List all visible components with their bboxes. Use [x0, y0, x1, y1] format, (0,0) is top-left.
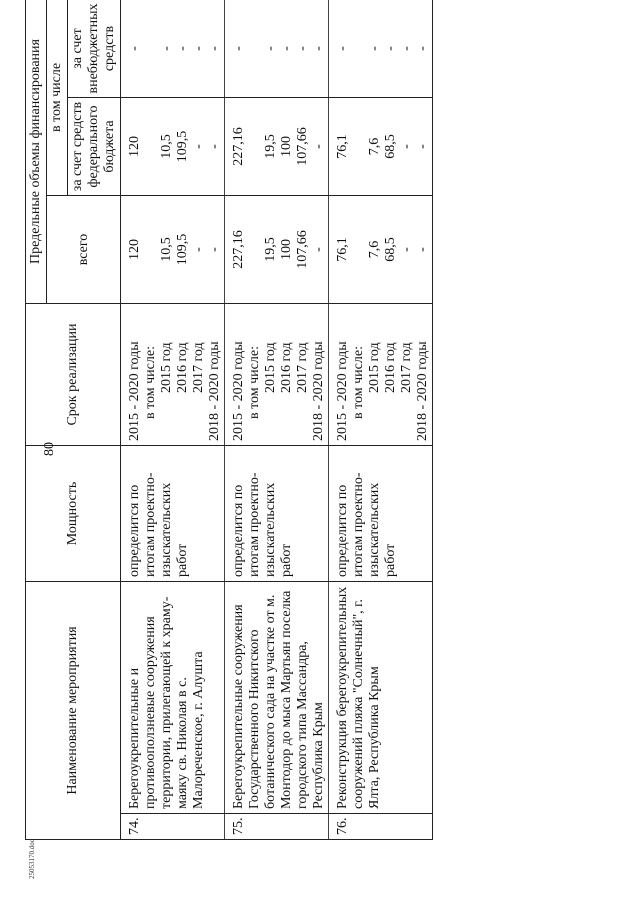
value-line: - [415, 144, 430, 149]
value-line: 100 [279, 136, 294, 157]
total-cell [329, 196, 433, 304]
value-line: - [231, 46, 246, 51]
value-line: 7,6 [367, 137, 382, 156]
value-line [143, 4, 159, 93]
header-capacity: Мощность [26, 446, 121, 582]
term-cell [329, 304, 433, 446]
term-line: 2015 - 2020 годы [335, 341, 350, 441]
value-line: 120 [127, 136, 142, 157]
value-line: 109,5 [175, 130, 190, 163]
value-line: - [191, 46, 206, 51]
value-line: - [191, 144, 206, 149]
value-line: - [335, 46, 350, 51]
term-line: в том числе: [351, 346, 366, 419]
value-line: - [175, 46, 190, 51]
row-number: 75. [225, 814, 329, 840]
measure-name: Реконструкция берегоукрепительных сооружений пляжа "Солнечный", г. Ялта, Республика Крым [329, 582, 433, 814]
header-federal: за счет средств федерального бюджета [68, 98, 121, 196]
table-body [121, 0, 433, 840]
header-limits: Предельные объемы финансирования [26, 0, 47, 304]
value-line: 10,5 [159, 237, 174, 262]
capacity: определится по итогам проектно-изыскательских работ [329, 446, 433, 582]
extrabudget-cell [121, 0, 225, 98]
term-line: 2017 год [191, 342, 206, 393]
value-line: 19,5 [263, 134, 278, 159]
value-line: 227,16 [231, 127, 246, 166]
value-line [247, 102, 263, 191]
term-line: 2015 год [159, 342, 174, 393]
header-total: всего [47, 196, 121, 304]
value-line: 100 [279, 239, 294, 260]
term-line: 2015 год [263, 342, 278, 393]
value-line [143, 200, 159, 299]
header-name: Наименование мероприятия [26, 582, 121, 840]
value-line: - [311, 46, 326, 51]
term-line: 2018 - 2020 годы [415, 341, 430, 441]
value-line: 10,5 [159, 134, 174, 159]
value-line: - [191, 247, 206, 252]
value-line [351, 4, 367, 93]
value-line: 76,1 [335, 237, 350, 262]
value-line: - [383, 46, 398, 51]
term-line: 2017 год [295, 342, 310, 393]
value-line: - [207, 247, 222, 252]
row-number: 74. [121, 814, 225, 840]
term-line: 2016 год [383, 342, 398, 393]
term-line: в том числе: [143, 346, 158, 419]
financing-table [25, 0, 433, 840]
value-line: - [263, 46, 278, 51]
header-including: в том числе [47, 0, 68, 196]
total-cell [121, 196, 225, 304]
value-line: - [207, 46, 222, 51]
value-line: - [127, 46, 142, 51]
header-extrabudget: за счет внебюджетных средств [68, 0, 121, 98]
term-cell [121, 304, 225, 446]
value-line: 68,5 [383, 134, 398, 159]
value-line: 7,6 [367, 240, 382, 259]
value-line: 109,5 [175, 233, 190, 266]
term-line: 2018 - 2020 годы [207, 341, 222, 441]
measure-name: Берегоукрепительные и противооползневые сооружения территории, прилегающей к храму-маяку св. Николая в с. Малореченское, г. Алушта [121, 582, 225, 814]
table-row-76 [329, 0, 433, 840]
value-line: 120 [127, 239, 142, 260]
value-line [351, 102, 367, 191]
value-line: - [399, 46, 414, 51]
row-number: 76. [329, 814, 433, 840]
federal-cell [121, 98, 225, 196]
value-line: - [159, 46, 174, 51]
federal-cell [329, 98, 433, 196]
federal-cell [225, 98, 329, 196]
value-line: - [207, 144, 222, 149]
value-line [351, 200, 367, 299]
extrabudget-cell [225, 0, 329, 98]
term-line: 2018 - 2020 годы [311, 341, 326, 441]
value-line: - [399, 144, 414, 149]
value-line: 68,5 [383, 237, 398, 262]
term-line: 2015 - 2020 годы [127, 341, 142, 441]
value-line: - [279, 46, 294, 51]
value-line [143, 102, 159, 191]
measure-name: Берегоукрепительные сооружения Государственного Никитского ботанического сада на участке от м. Монтодор до мыса Мартьян поселка городского типа Массандра, Республика Крым [225, 582, 329, 814]
value-line [247, 4, 263, 93]
table-row-75 [225, 0, 329, 840]
value-line: - [311, 144, 326, 149]
capacity: определится по итогам проектно-изыскательских работ [121, 446, 225, 582]
term-line: 2015 - 2020 годы [231, 341, 246, 441]
financing-table-container [25, 0, 615, 840]
value-line: - [311, 247, 326, 252]
term-line: 2017 год [399, 342, 414, 393]
value-line: 107,66 [295, 230, 310, 269]
value-line: - [399, 247, 414, 252]
term-line: 2015 год [367, 342, 382, 393]
table-header [26, 0, 121, 840]
value-line [247, 200, 263, 299]
value-line: 227,16 [231, 230, 246, 269]
document-reference: 25053170.doc [28, 839, 36, 879]
page-number: 80 [42, 442, 57, 456]
term-cell [225, 304, 329, 446]
term-line: в том числе: [247, 346, 262, 419]
extrabudget-cell [329, 0, 433, 98]
table-row-74 [121, 0, 225, 840]
term-line: 2016 год [279, 342, 294, 393]
value-line: - [415, 46, 430, 51]
total-cell [225, 196, 329, 304]
value-line: 76,1 [335, 134, 350, 159]
capacity: определится по итогам проектно-изыскательских работ [225, 446, 329, 582]
term-line: 2016 год [175, 342, 190, 393]
value-line: - [367, 46, 382, 51]
header-term: Срок реализации [26, 304, 121, 446]
value-line: 19,5 [263, 237, 278, 262]
value-line: - [295, 46, 310, 51]
value-line: 107,66 [295, 127, 310, 166]
value-line: - [415, 247, 430, 252]
